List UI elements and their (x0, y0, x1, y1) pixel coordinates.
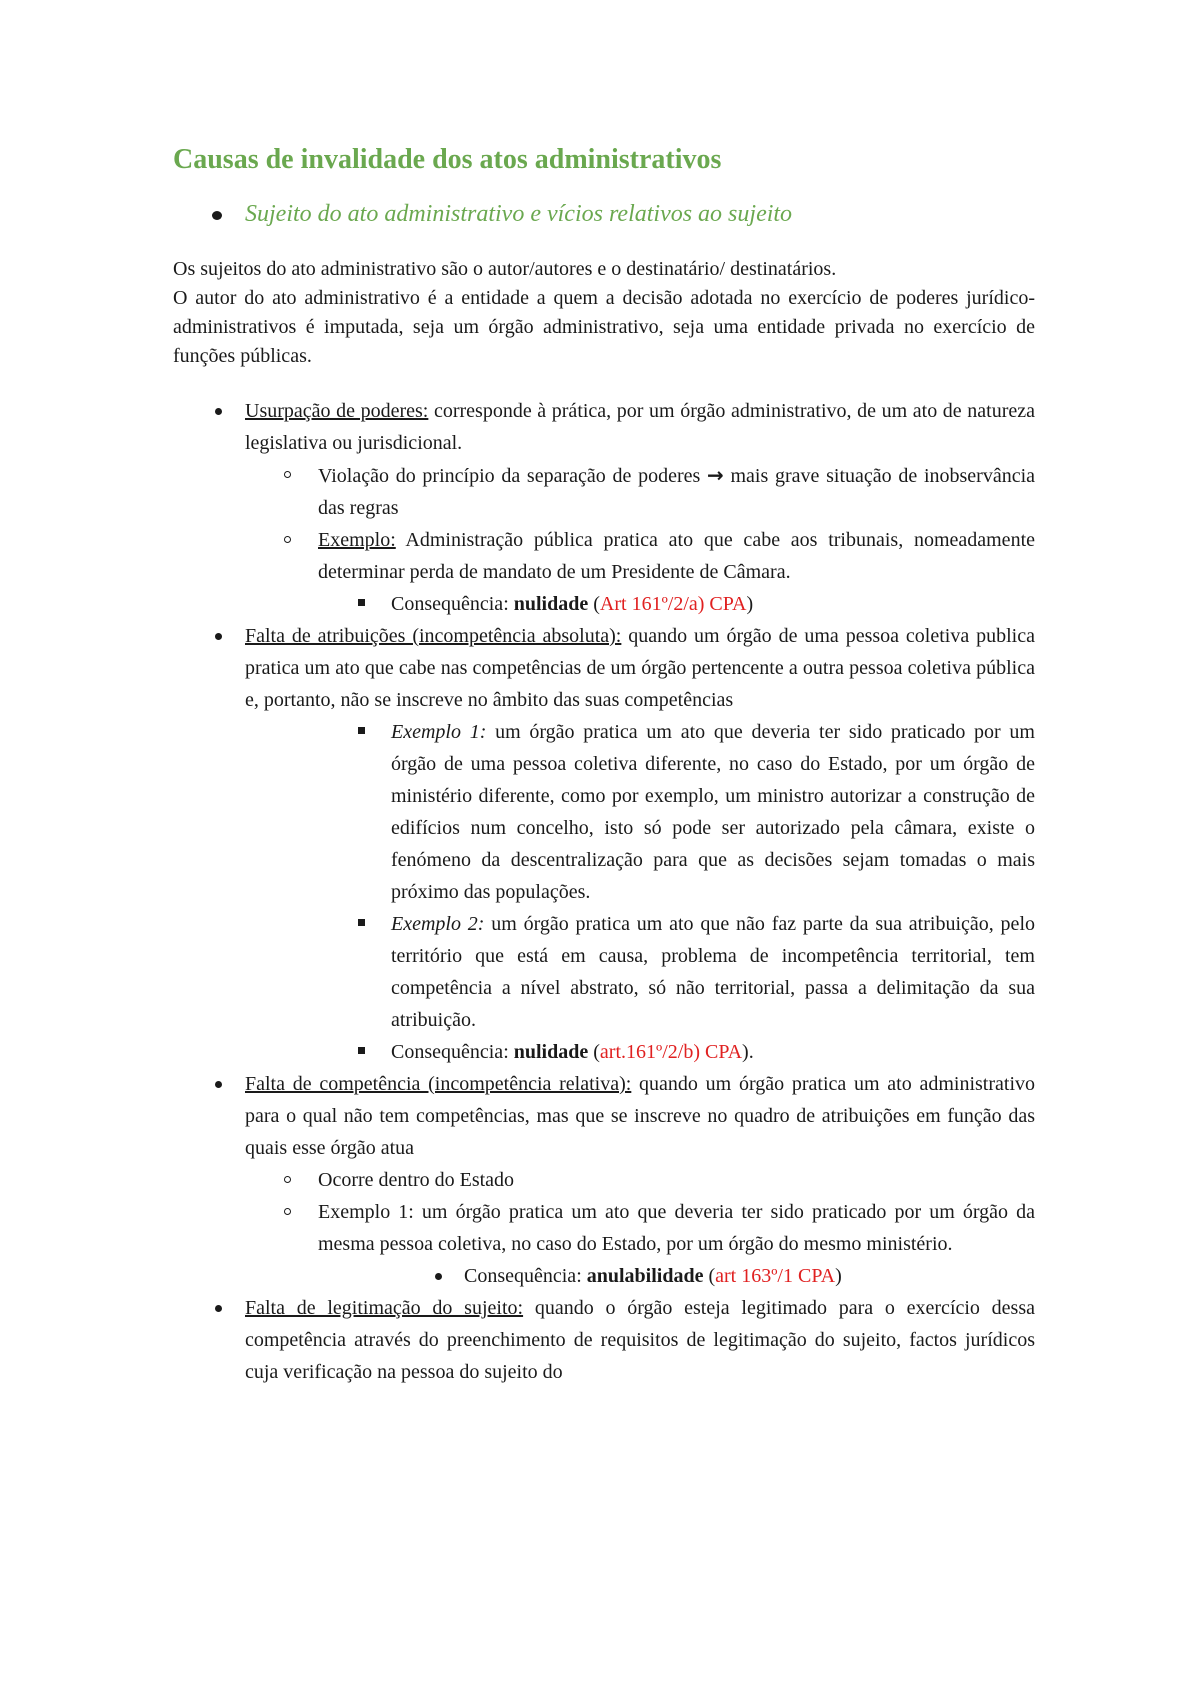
list-item-atribuicoes (173, 620, 1035, 716)
list-item-legitimacao (173, 1292, 1035, 1388)
sub-item-text: Ocorre dentro do Estado (318, 1169, 515, 1191)
paren-close: ). (742, 1041, 754, 1063)
bullet-icon (212, 211, 222, 220)
legal-reference: art 163º/1 CPA (715, 1265, 836, 1287)
intro-paragraph (173, 255, 1035, 371)
example-label: Exemplo 2: (391, 913, 485, 935)
paren-open: ( (703, 1265, 716, 1287)
bullet-icon (215, 408, 222, 415)
consequence-atribuicoes (173, 1036, 1035, 1068)
paren-close: ) (746, 593, 754, 615)
example-text: um órgão pratica um ato que não faz parte da sua atribuição, pelo território que está em causa, problema de incompetência territorial, tem competência a nível abstrato, só não territorial, passa a delimitação da sua atribuição. (391, 913, 1035, 1031)
circle-bullet-icon (284, 1176, 291, 1183)
sub-item-text: Violação do princípio da separação de poderes (318, 465, 707, 487)
paren-open: ( (588, 593, 600, 615)
bullet-icon (215, 1081, 222, 1088)
legal-reference: art.161º/2/b) CPA (599, 1041, 743, 1063)
circle-bullet-icon (284, 471, 291, 478)
sub-item-text-2: mais grave situação de inobservância das regras (318, 465, 1036, 519)
sub-item-text: Exemplo 1: um órgão pratica um ato que deveria ter sido praticado por um órgão da mesma pessoa coletiva, no caso do Estado, por um órgão do mesmo ministério. (318, 1201, 1035, 1255)
bullet-icon (215, 633, 222, 640)
arrow-right-icon: → (707, 463, 724, 487)
bullet-icon (215, 1305, 222, 1312)
legal-reference: Art 161º/2/a) CPA (599, 593, 747, 615)
intro-line-2: O autor do ato administrativo é a entidade a quem a decisão adotada no exercício de poderes jurídico-administrativos é imputada, seja um órgão administrativo, seja uma entidade privada no exercício de funções públicas. (173, 287, 1035, 367)
item-text: corresponde à prática, por um órgão administrativo, de um ato de natureza legislativa ou jurisdicional. (245, 400, 1035, 454)
list-item-competencia (173, 1068, 1035, 1164)
section-subtitle (173, 197, 1035, 231)
consequence-usurpacao (173, 588, 1035, 620)
square-bullet-icon (358, 919, 365, 926)
item-label: Falta de atribuições (incompetência absoluta): (245, 625, 622, 647)
item-text: quando um órgão pratica um ato administrativo para o qual não tem competências, mas que se inscreve no quadro de atribuições em função das quais esse órgão atua (245, 1073, 1035, 1159)
consequence-competencia (173, 1260, 1035, 1292)
document-title: Causas de invalidade dos atos administrativos (173, 144, 722, 175)
circle-bullet-icon (284, 1208, 291, 1215)
consequence-value: anulabilidade (586, 1265, 704, 1287)
document-body (173, 140, 1035, 1388)
vicios-list (173, 395, 1035, 1388)
item-label: Falta de legitimação do sujeito: (245, 1297, 524, 1319)
square-bullet-icon (358, 727, 365, 734)
example-1-atribuicoes (173, 716, 1035, 908)
item-text: quando o órgão esteja legitimado para o exercício dessa competência através do preenchimento de requisitos de legitimação do sujeito, factos jurídicos cuja verificação na pessoa do sujeito do (245, 1297, 1036, 1383)
paren-close: ) (835, 1265, 842, 1287)
list-item-usurpacao (173, 395, 1035, 459)
example-label: Exemplo 1: (391, 721, 487, 743)
sub-item-ocorre (173, 1164, 1035, 1196)
consequence-prefix: Consequência: (464, 1265, 587, 1287)
sub-item-label: Exemplo: (318, 529, 396, 551)
consequence-value: nulidade (513, 593, 589, 615)
sub-item-text: Administração pública pratica ato que cabe aos tribunais, nomeadamente determinar perda de mandato de um Presidente de Câmara. (318, 529, 1035, 583)
paren-open: ( (588, 1041, 600, 1063)
sub-item-exemplo-1 (173, 1196, 1035, 1260)
square-bullet-icon (358, 1047, 365, 1054)
section-subtitle-text: Sujeito do ato administrativo e vícios relativos ao sujeito (245, 201, 793, 227)
example-2-atribuicoes (173, 908, 1035, 1036)
bullet-icon (435, 1273, 442, 1280)
square-bullet-icon (358, 599, 365, 606)
item-label: Falta de competência (incompetência relativa): (245, 1073, 632, 1095)
sub-item-violacao (173, 459, 1035, 524)
sub-item-exemplo (173, 524, 1035, 588)
example-text: um órgão pratica um ato que deveria ter sido praticado por um órgão de uma pessoa coletiva diferente, no caso do Estado, por um órgão de ministério diferente, como por exemplo, um ministro autorizar a construção de edifícios num concelho, isto só pode ser autorizado pela câmara, existe o fenómeno da descentralização para que as decisões sejam tomadas o mais próximo das populações. (391, 721, 1035, 903)
item-label: Usurpação de poderes: (245, 400, 429, 422)
consequence-value: nulidade (513, 1041, 589, 1063)
circle-bullet-icon (284, 536, 291, 543)
item-text: quando um órgão de uma pessoa coletiva publica pratica um ato que cabe nas competências de um órgão pertencente a outra pessoa coletiva pública e, portanto, não se inscreve no âmbito das suas competências (245, 625, 1035, 711)
consequence-prefix: Consequência: (391, 1041, 514, 1063)
consequence-prefix: Consequência: (391, 593, 514, 615)
intro-line-1: Os sujeitos do ato administrativo são o autor/autores e o destinatário/ destinatários. (173, 258, 837, 280)
